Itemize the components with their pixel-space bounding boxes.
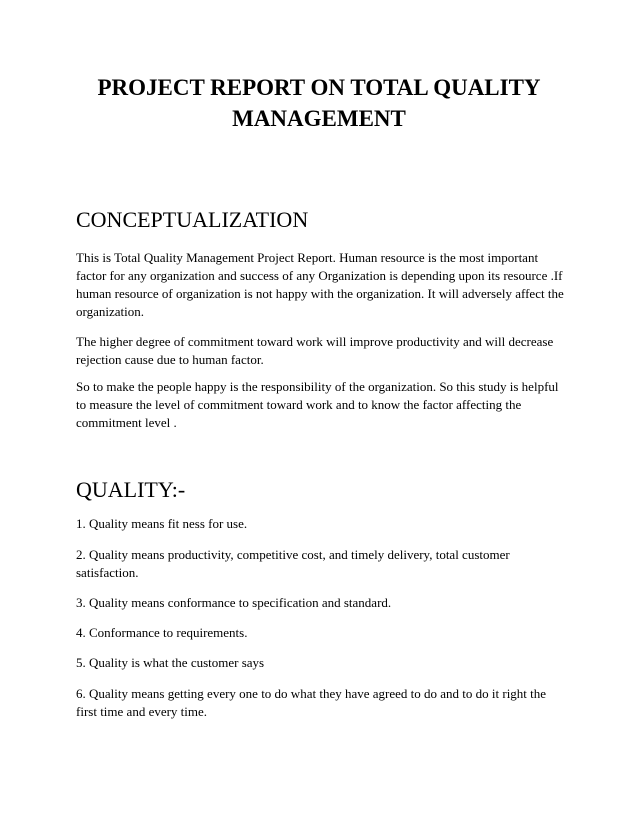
quality-item-4: 4. Conformance to requirements. — [76, 625, 248, 640]
quality-item-2: 2. Quality means productivity, competitive cost, and timely delivery, total customer satisfaction. — [76, 547, 510, 580]
quality-item-3: 3. Quality means conformance to specification and standard. — [76, 595, 392, 610]
paragraph-study-purpose: So to make the people happy is the responsibility of the organization. So this study is helpful to measure the level of commitment toward work and to know the factor affecting the commitment level . — [76, 379, 559, 430]
quality-item-6: 6. Quality means getting every one to do what they have agreed to do and to do it right the first time and every time. — [76, 686, 547, 719]
document-title: PROJECT REPORT ON TOTAL QUALITY MANAGEMENT — [97, 75, 541, 131]
section-heading-quality: QUALITY:- — [76, 477, 186, 502]
section-heading-conceptualization: CONCEPTUALIZATION — [76, 207, 309, 232]
quality-item-1: 1. Quality means fit ness for use. — [76, 516, 248, 531]
paragraph-intro: This is Total Quality Management Project Report. Human resource is the most important factor for any organization and success of any Organization is depending upon its resource .If human resource of organization is not happy with the organization. It will adversely affect the organization. — [76, 250, 564, 319]
quality-item-5: 5. Quality is what the customer says — [76, 655, 265, 670]
paragraph-commitment: The higher degree of commitment toward work will improve productivity and will decrease rejection cause due to human factor. — [76, 334, 554, 367]
